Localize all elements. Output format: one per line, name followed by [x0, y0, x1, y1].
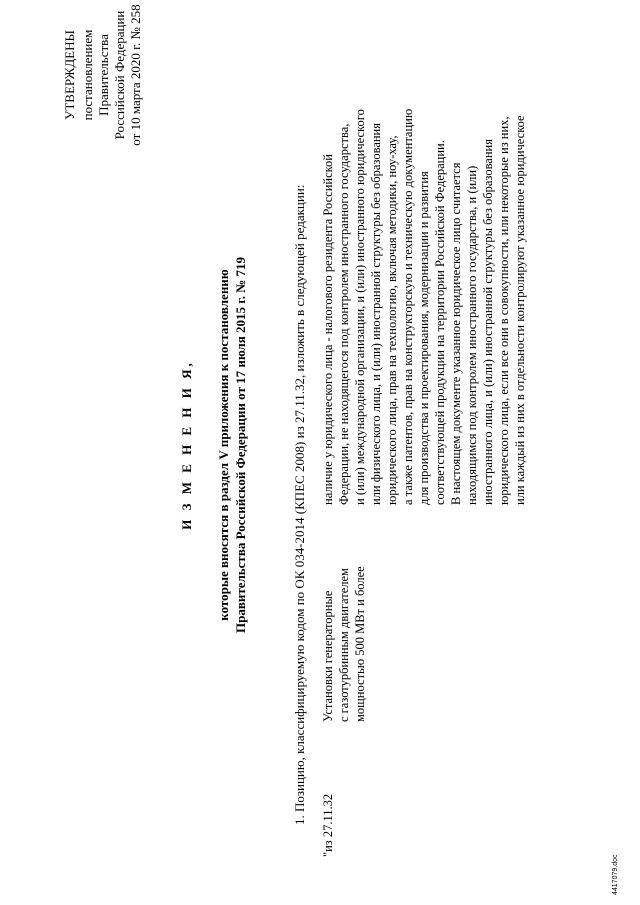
description-line: наличие у юридического лица - налогового резидента Российской	[321, 153, 335, 505]
description-line: или каждый из них в отдельности контролируют указанное юридическое	[513, 115, 527, 505]
approval-line: Российской Федерации	[112, 10, 127, 140]
description-line: для производства и проектирования, модернизации и развития	[417, 171, 431, 505]
equipment-name	[320, 552, 368, 722]
description-line: или физического лица, и (или) иностранной структуры без образования	[369, 123, 383, 505]
approval-stamp	[62, 0, 144, 160]
title-main: И З М Е Н Е Н И Я,	[179, 360, 194, 530]
description-line: юридического лица, прав на технологию, включая методики, ноу-хау,	[385, 135, 399, 505]
equipment-line: с газотурбинным двигателем	[337, 568, 351, 722]
document-title	[178, 205, 249, 685]
approval-date: от 10 марта 2020 г. № 258	[128, 4, 143, 146]
equipment-line: Установки генераторные	[321, 590, 335, 722]
position-code: "из 27.11.32	[321, 793, 335, 857]
description-line: соответствующей продукции на территории Российской Федерации.	[433, 140, 447, 505]
approval-line: постановлением Правительства	[80, 29, 111, 121]
requirement-description	[320, 0, 528, 505]
description-line: а также патентов, прав на конструкторскую и техническую документацию	[401, 108, 415, 505]
approval-heading: УТВЕРЖДЕНЫ	[62, 30, 77, 120]
description-line: юридического лица, если все они в совокупности, или некоторые из них,	[497, 116, 511, 505]
document-file-id: 4417079.doc	[612, 854, 619, 895]
description-line: Федерации, не находящегося под контролем иностранного государства,	[337, 123, 351, 505]
description-line: иностранного лица, и (или) иностранной структуры без образования	[481, 139, 495, 505]
description-line: и (или) международной организации, и (или) иностранного юридического	[353, 109, 367, 505]
intro-paragraph: 1. Позицию, классифицируемую кодом по ОК 034-2014 (КПЕС 2008) из 27.11.32, изложить в следующей редакции:	[292, 184, 307, 825]
title-line: которые вносятся в раздел V приложения к постановлению	[216, 269, 231, 621]
description-line: В настоящем документе указанное юридическое лицо считается	[449, 162, 463, 505]
equipment-line: мощностью 500 МВт и более	[353, 566, 367, 722]
title-line: Правительства Российской Федерации от 17 июля 2015 г. № 719	[233, 256, 248, 634]
description-line: находящимся под контролем иностранного государства, и (или)	[465, 165, 479, 505]
